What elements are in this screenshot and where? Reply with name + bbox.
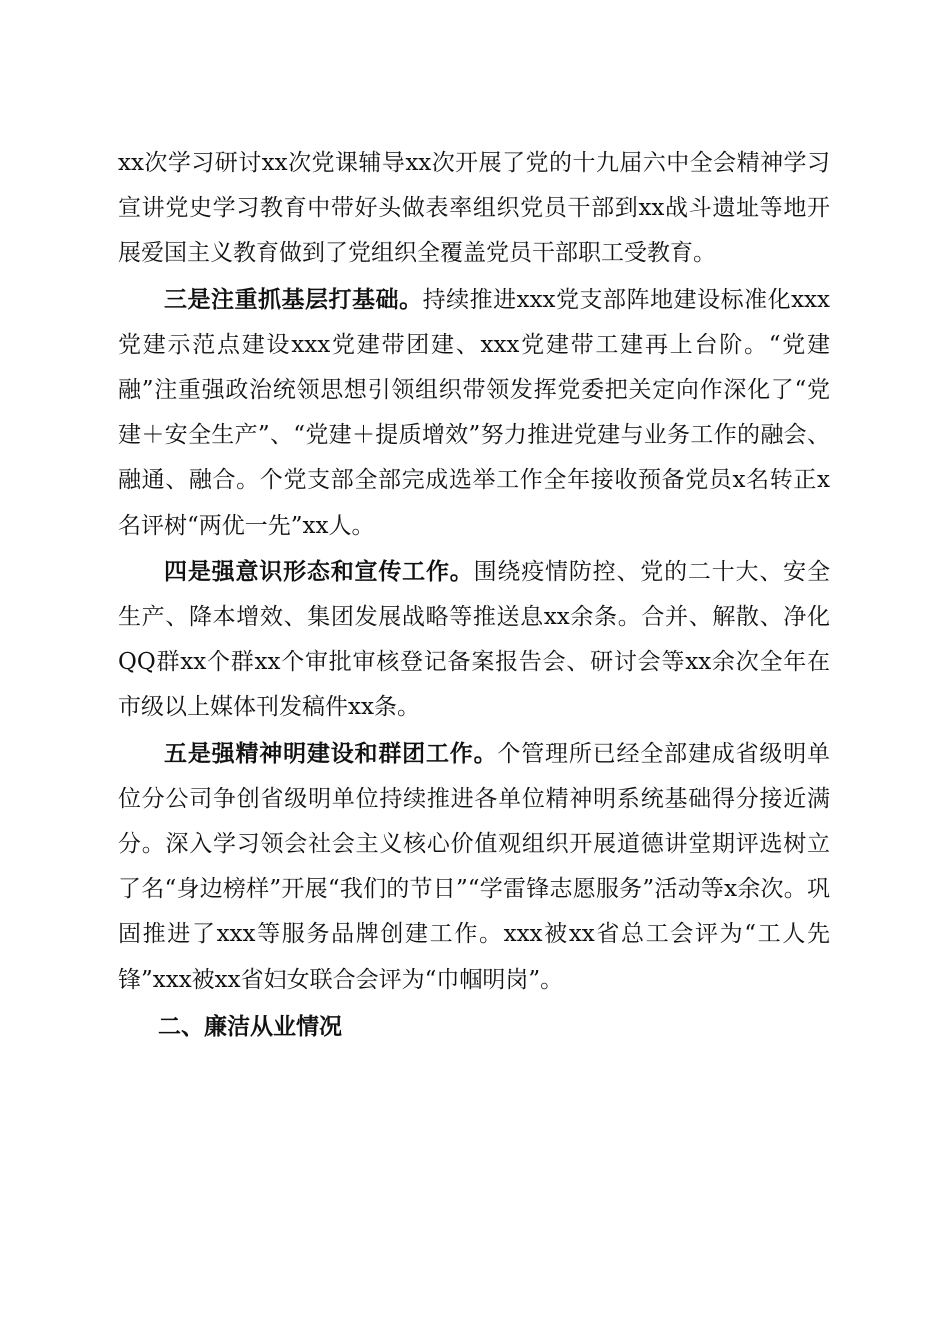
paragraph-text: 围绕疫情防控、党的二十大、安全生产、降本增效、集团发展战略等推送息xx余条。合并、解散、净化QQ群xx个群xx个审批审核登记备案报告会、研讨会等xx余次全年在市级以上媒体刊发稿件xx条。: [118, 558, 831, 721]
paragraph-text: 持续推进xxx党支部阵地建设标准化xxx党建示范点建设xxx党建带团建、xxx党建带工建再上台阶。“党建融”注重强政治统领思想引领组织带领发挥党委把关定向作深化了“党建＋安全生产”、“党建＋提质增效”努力推进党建与业务工作的融会、融通、融合。个党支部全部完成选举工作全年接收预备党员x名转正x名评树“两优一先”xx人。: [118, 286, 831, 539]
paragraph-grassroots: [118, 277, 830, 549]
paragraph-lead: 三是注重抓基层打基础。: [164, 285, 423, 313]
paragraph-lead: 五是强精神明建设和群团工作。: [164, 739, 498, 767]
paragraph-continuation: [118, 141, 830, 277]
paragraph-lead: 四是强意识形态和宣传工作。: [164, 557, 474, 585]
paragraph-text: 个管理所已经全部建成省级明单位分公司争创省级明单位持续推进各单位精神明系统基础得分接近满分。深入学习领会社会主义核心价值观组织开展道德讲堂期评选树立了名“身边榜样”开展“我们的节日”“学雷锋志愿服务”活动等x余次。巩固推进了xxx等服务品牌创建工作。xxx被xx省总工会评为“工人先锋”xxx被xx省妇女联合会评为“巾帼明岗”。: [118, 740, 831, 993]
section-heading: 二、廉洁从业情况: [158, 1013, 342, 1040]
paragraph-text: xx次学习研讨xx次党课辅导xx次开展了党的十九届六中全会精神学习宣讲党史学习教育中带好头做表率组织党员干部到xx战斗遗址等地开展爱国主义教育做到了党组织全覆盖党员干部职工受教育。: [118, 150, 830, 267]
paragraph-ideology: [118, 549, 830, 731]
document-body: [118, 141, 830, 1050]
paragraph-civilization: [118, 731, 830, 1003]
